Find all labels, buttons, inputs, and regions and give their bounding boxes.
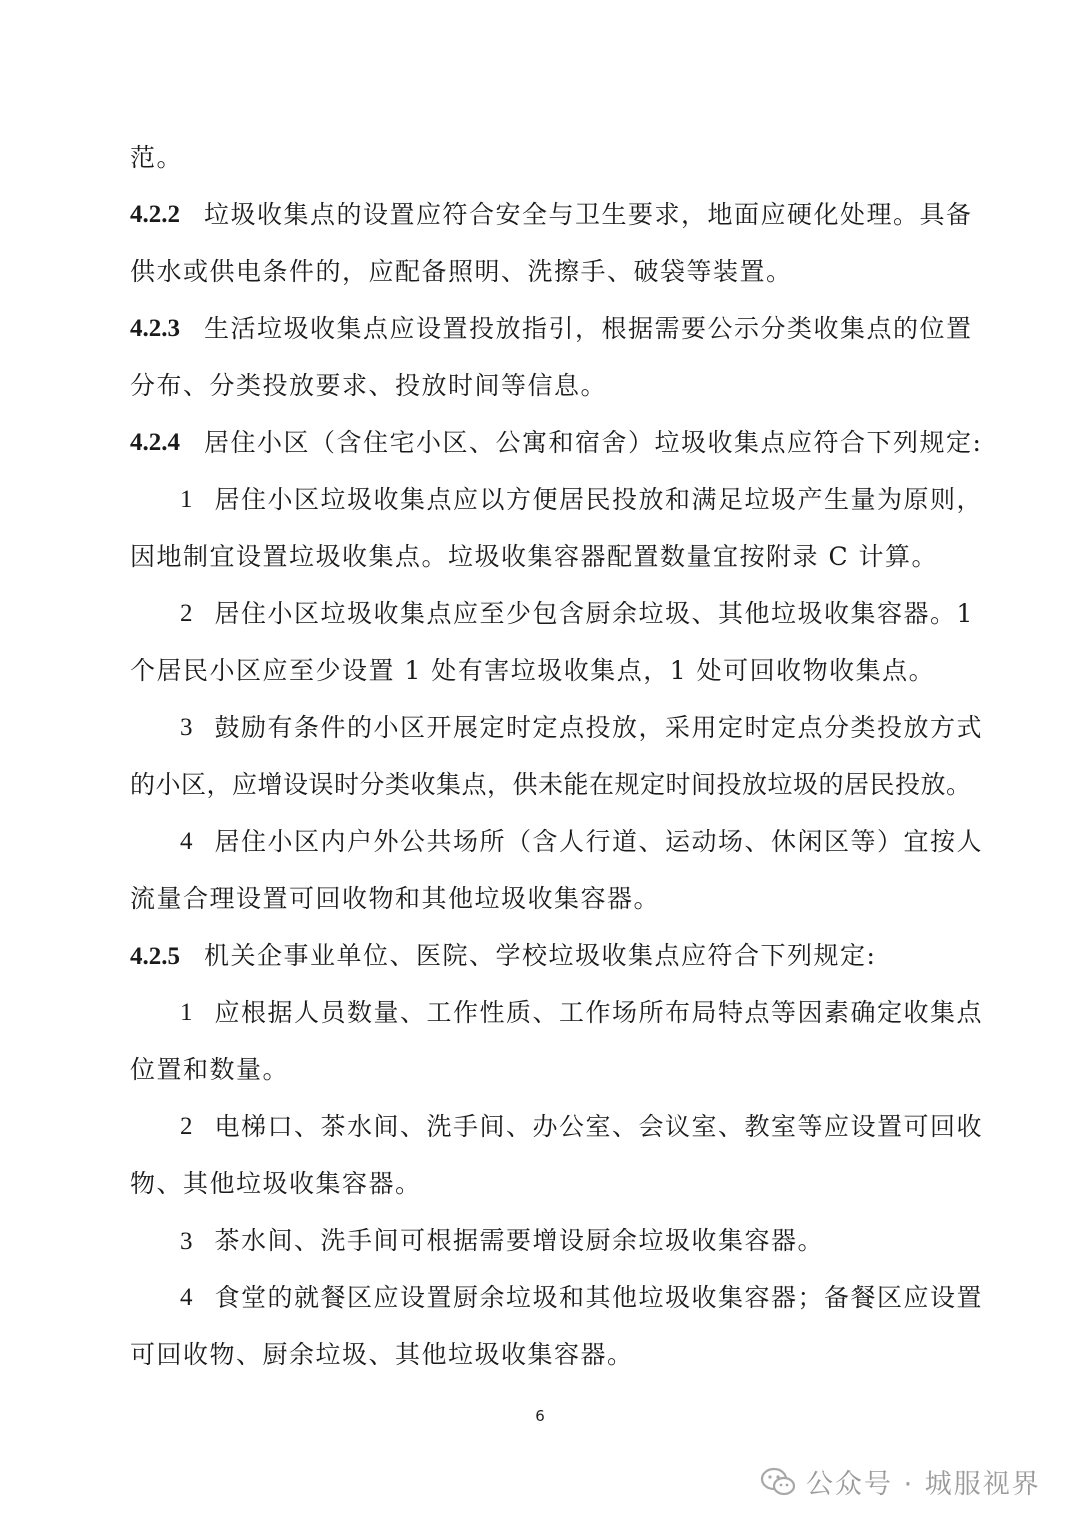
line-text: 电梯口、茶水间、洗手间、办公室、会议室、教室等应设置可回收 — [214, 1112, 984, 1141]
line-text: 食堂的就餐区应设置厨余垃圾和其他垃圾收集容器；备餐区应设置 — [214, 1283, 984, 1312]
line-text: 范。 — [130, 143, 184, 172]
text-line — [130, 255, 950, 289]
item-number: 1 — [180, 486, 193, 513]
item-number: 4 — [180, 1284, 193, 1311]
item-number: 2 — [180, 1113, 193, 1140]
list-item-line — [180, 711, 984, 745]
line-text: 生活垃圾收集点应设置投放指引，根据需要公示分类收集点的位置 — [204, 314, 973, 343]
line-text: 物、其他垃圾收集容器。 — [130, 1169, 422, 1198]
line-text: 应根据人员数量、工作性质、工作场所布局特点等因素确定收集点 — [214, 998, 984, 1027]
line-text: 居住小区内户外公共场所（含人行道、运动场、休闲区等）宜按人 — [214, 827, 984, 856]
line-text: 居住小区（含住宅小区、公寓和宿舍）垃圾收集点应符合下列规定: — [204, 428, 983, 457]
list-item-line — [180, 483, 984, 517]
text-line — [130, 1338, 950, 1372]
section-heading-line — [130, 312, 973, 346]
item-number: 2 — [180, 600, 193, 627]
page-number: 6 — [535, 1407, 545, 1425]
line-text: 机关企事业单位、医院、学校垃圾收集点应符合下列规定: — [204, 941, 877, 970]
list-item-line — [180, 1281, 984, 1315]
item-number: 4 — [180, 828, 193, 855]
text-line — [130, 141, 950, 175]
text-line — [130, 768, 972, 802]
line-text: 的小区，应增设误时分类收集点，供未能在规定时间投放垃圾的居民投放。 — [130, 770, 972, 799]
item-number: 3 — [180, 1228, 193, 1255]
list-item-line — [180, 1110, 984, 1144]
line-text: 因地制宜设置垃圾收集点。垃圾收集容器配置数量宜按附录 C 计算。 — [130, 542, 939, 571]
item-number: 3 — [180, 714, 193, 741]
line-text: 供水或供电条件的，应配备照明、洗擦手、破袋等装置。 — [130, 257, 793, 286]
watermark — [760, 1462, 1041, 1501]
list-item-line — [180, 1224, 950, 1259]
line-text: 流量合理设置可回收物和其他垃圾收集容器。 — [130, 884, 661, 913]
text-line — [130, 882, 950, 916]
line-text: 茶水间、洗手间可根据需要增设厨余垃圾收集容器。 — [214, 1226, 825, 1255]
line-text: 位置和数量。 — [130, 1055, 290, 1084]
list-item-line — [180, 825, 984, 859]
line-text: 鼓励有条件的小区开展定时定点投放，采用定时定点分类投放方式 — [214, 713, 984, 742]
section-number: 4.2.3 — [130, 315, 180, 342]
text-line — [130, 369, 950, 403]
section-heading-line — [130, 426, 983, 460]
line-text: 居住小区垃圾收集点应至少包含厨余垃圾、其他垃圾收集容器。1 — [214, 599, 974, 628]
text-line — [130, 1053, 950, 1087]
list-item-line — [180, 996, 984, 1030]
section-heading-line — [130, 198, 973, 232]
section-number: 4.2.4 — [130, 429, 180, 456]
item-number: 1 — [180, 999, 193, 1026]
watermark-text: 公众号 · 城服视界 — [806, 1469, 1041, 1500]
text-line — [130, 540, 950, 574]
section-heading-line — [130, 939, 950, 974]
list-item-line — [180, 597, 974, 631]
line-text: 分布、分类投放要求、投放时间等信息。 — [130, 371, 608, 400]
line-text: 垃圾收集点的设置应符合安全与卫生要求，地面应硬化处理。具备 — [204, 200, 973, 229]
wechat-icon — [760, 1467, 796, 1497]
section-number: 4.2.5 — [130, 943, 180, 970]
line-text: 居住小区垃圾收集点应以方便居民投放和满足垃圾产生量为原则， — [214, 485, 984, 514]
section-number: 4.2.2 — [130, 201, 180, 228]
text-line — [130, 654, 950, 688]
text-line — [130, 1167, 950, 1201]
line-text: 个居民小区应至少设置 1 处有害垃圾收集点，1 处可回收物收集点。 — [130, 656, 936, 685]
line-text: 可回收物、厨余垃圾、其他垃圾收集容器。 — [130, 1340, 634, 1369]
